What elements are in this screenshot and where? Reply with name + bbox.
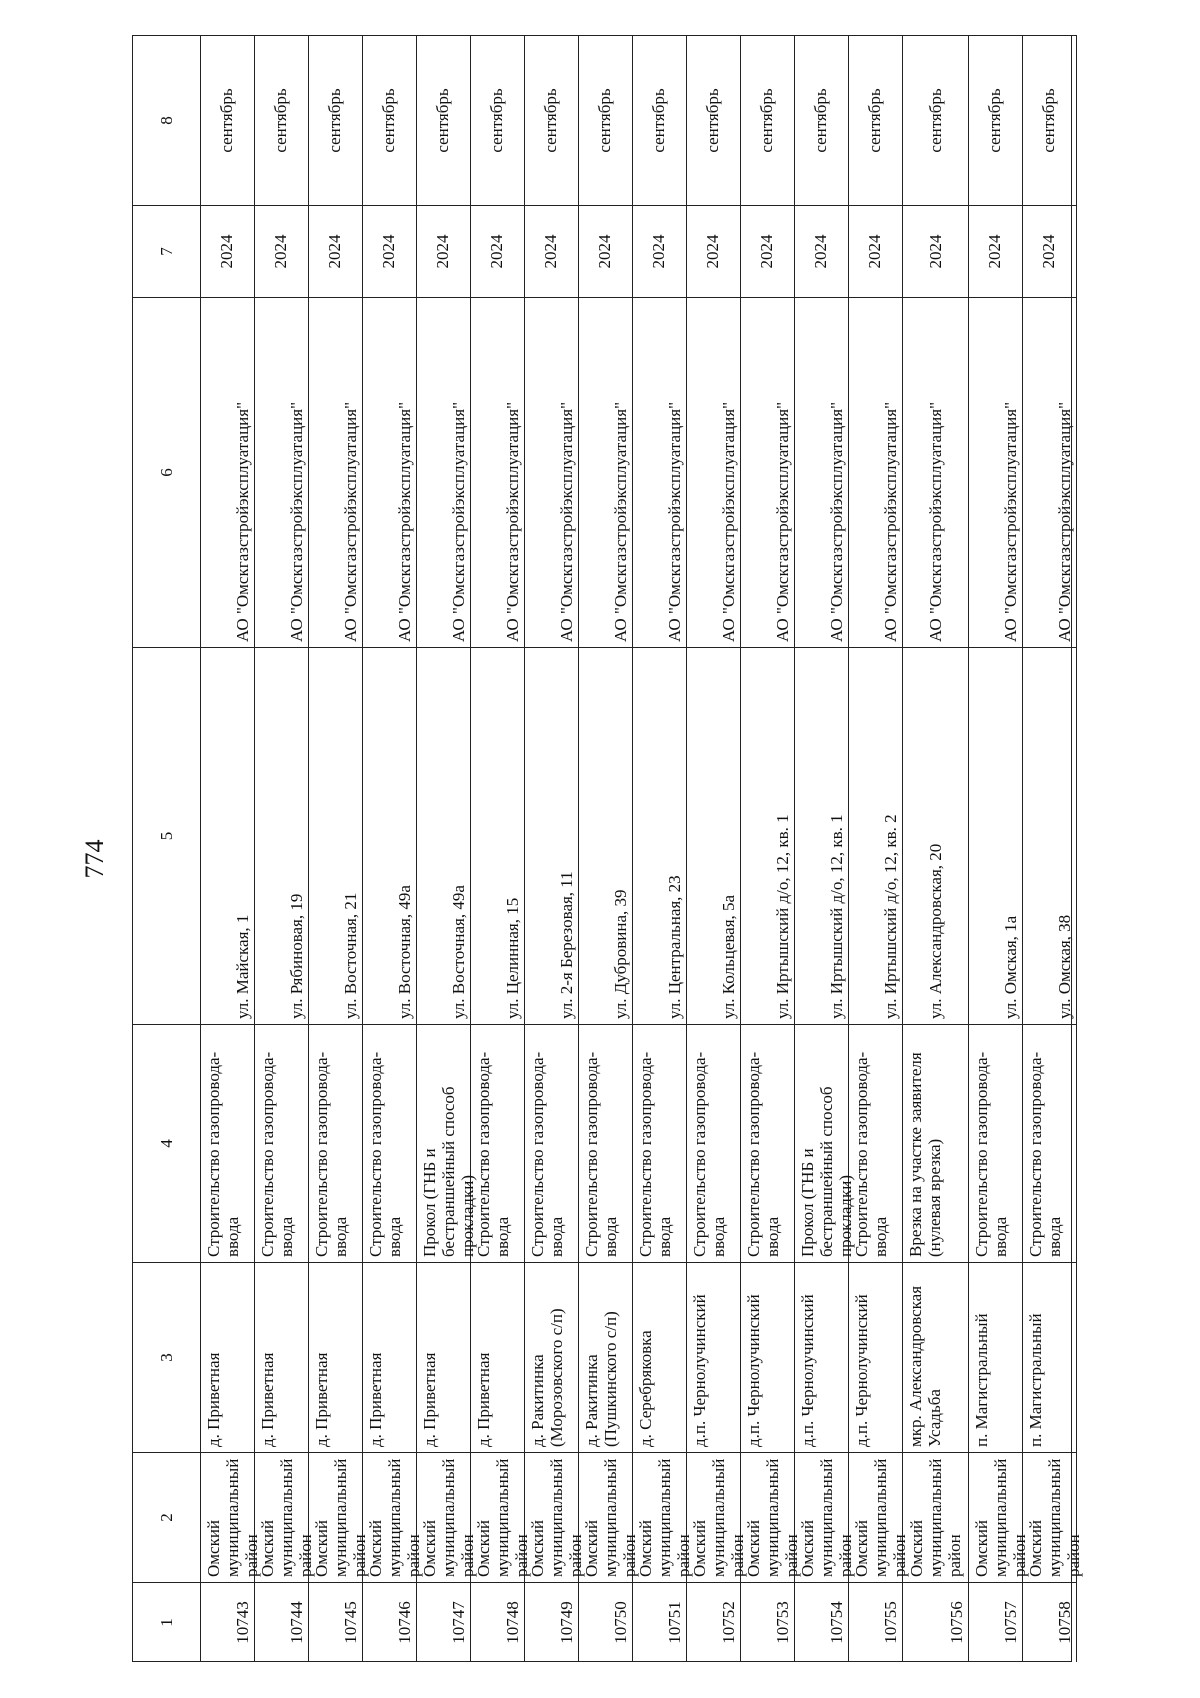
cell-id: 10758 [1023, 1582, 1077, 1662]
cell-month: сентябрь [363, 35, 417, 205]
cell-organization: АО "Омскгазстройэксплуатация" [255, 297, 309, 647]
cell-district: Омский муниципальный район [471, 1452, 525, 1582]
cell-organization: АО "Омскгазстройэксплуатация" [471, 297, 525, 647]
cell-settlement: д. Ракитинка (Морозовского с/п) [525, 1262, 579, 1452]
cell-address: ул. Целинная, 15 [471, 647, 525, 1024]
cell-id: 10749 [525, 1582, 579, 1662]
cell-address: ул. Центральная, 23 [633, 647, 687, 1024]
cell-month: сентябрь [525, 35, 579, 205]
cell-settlement: д. Приветная [255, 1262, 309, 1452]
cell-work-type: Строительство газопровода-ввода [741, 1024, 795, 1262]
column-header: 2 [132, 1452, 201, 1582]
cell-month: сентябрь [633, 35, 687, 205]
cell-settlement: д. Серебряковка [633, 1262, 687, 1452]
cell-year: 2024 [795, 205, 849, 297]
cell-work-type: Строительство газопровода-ввода [579, 1024, 633, 1262]
cell-district: Омский муниципальный район [1023, 1452, 1077, 1582]
cell-work-type: Строительство газопровода-ввода [1023, 1024, 1077, 1262]
cell-district: Омский муниципальный район [201, 1452, 255, 1582]
cell-settlement: д.п. Чернолучинский [849, 1262, 903, 1452]
cell-year: 2024 [201, 205, 255, 297]
cell-work-type: Строительство газопровода-ввода [309, 1024, 363, 1262]
cell-work-type: Прокол (ГНБ и бестраншейный способ прокладки) [417, 1024, 471, 1262]
cell-organization: АО "Омскгазстройэксплуатация" [579, 297, 633, 647]
cell-month: сентябрь [849, 35, 903, 205]
cell-district: Омский муниципальный район [417, 1452, 471, 1582]
cell-organization: АО "Омскгазстройэксплуатация" [741, 297, 795, 647]
cell-year: 2024 [903, 205, 969, 297]
cell-district: Омский муниципальный район [795, 1452, 849, 1582]
cell-work-type: Строительство газопровода-ввода [201, 1024, 255, 1262]
cell-year: 2024 [687, 205, 741, 297]
cell-work-type: Строительство газопровода-ввода [633, 1024, 687, 1262]
cell-id: 10751 [633, 1582, 687, 1662]
cell-address: ул. Дубровина, 39 [579, 647, 633, 1024]
cell-district: Омский муниципальный район [969, 1452, 1023, 1582]
cell-work-type: Строительство газопровода-ввода [969, 1024, 1023, 1262]
cell-year: 2024 [417, 205, 471, 297]
cell-address: ул. Иртышский д/о, 12, кв. 1 [795, 647, 849, 1024]
cell-month: сентябрь [969, 35, 1023, 205]
cell-year: 2024 [255, 205, 309, 297]
cell-address: ул. Александровская, 20 [903, 647, 969, 1024]
cell-year: 2024 [633, 205, 687, 297]
cell-month: сентябрь [417, 35, 471, 205]
cell-settlement: п. Магистральный [1023, 1262, 1077, 1452]
cell-organization: АО "Омскгазстройэксплуатация" [1023, 297, 1077, 647]
cell-district: Омский муниципальный район [687, 1452, 741, 1582]
cell-month: сентябрь [687, 35, 741, 205]
cell-year: 2024 [471, 205, 525, 297]
cell-settlement: д. Приветная [363, 1262, 417, 1452]
cell-settlement: д.п. Чернолучинский [795, 1262, 849, 1452]
cell-organization: АО "Омскгазстройэксплуатация" [309, 297, 363, 647]
cell-organization: АО "Омскгазстройэксплуатация" [363, 297, 417, 647]
cell-month: сентябрь [579, 35, 633, 205]
cell-month: сентябрь [903, 35, 969, 205]
cell-id: 10756 [903, 1582, 969, 1662]
cell-month: сентябрь [309, 35, 363, 205]
rotated-page-content [132, 35, 1083, 1662]
cell-id: 10748 [471, 1582, 525, 1662]
cell-address: ул. 2-я Березовая, 11 [525, 647, 579, 1024]
cell-district: Омский муниципальный район [255, 1452, 309, 1582]
data-table [132, 35, 1083, 1662]
cell-id: 10752 [687, 1582, 741, 1662]
cell-district: Омский муниципальный район [633, 1452, 687, 1582]
cell-month: сентябрь [201, 35, 255, 205]
cell-id: 10744 [255, 1582, 309, 1662]
column-header: 4 [132, 1024, 201, 1262]
cell-district: Омский муниципальный район [363, 1452, 417, 1582]
cell-district: Омский муниципальный район [903, 1452, 969, 1582]
cell-settlement: д. Приветная [201, 1262, 255, 1452]
cell-district: Омский муниципальный район [525, 1452, 579, 1582]
cell-settlement: д. Приветная [471, 1262, 525, 1452]
cell-id: 10746 [363, 1582, 417, 1662]
cell-year: 2024 [849, 205, 903, 297]
cell-work-type: Строительство газопровода-ввода [525, 1024, 579, 1262]
cell-id: 10757 [969, 1582, 1023, 1662]
cell-address: ул. Восточная, 49а [417, 647, 471, 1024]
cell-address: ул. Рябиновая, 19 [255, 647, 309, 1024]
cell-month: сентябрь [1023, 35, 1077, 205]
cell-address: ул. Иртышский д/о, 12, кв. 1 [741, 647, 795, 1024]
cell-work-type: Прокол (ГНБ и бестраншейный способ прокладки) [795, 1024, 849, 1262]
cell-settlement: д. Приветная [417, 1262, 471, 1452]
cell-district: Омский муниципальный район [849, 1452, 903, 1582]
cell-address: ул. Иртышский д/о, 12, кв. 2 [849, 647, 903, 1024]
cell-settlement: д. Приветная [309, 1262, 363, 1452]
cell-month: сентябрь [795, 35, 849, 205]
column-header: 6 [132, 297, 201, 647]
cell-address: ул. Восточная, 49а [363, 647, 417, 1024]
cell-address: ул. Омская, 1а [969, 647, 1023, 1024]
cell-year: 2024 [309, 205, 363, 297]
cell-year: 2024 [969, 205, 1023, 297]
cell-organization: АО "Омскгазстройэксплуатация" [849, 297, 903, 647]
cell-district: Омский муниципальный район [579, 1452, 633, 1582]
cell-year: 2024 [1023, 205, 1077, 297]
cell-work-type: Врезка на участке заявителя (нулевая врезка) [903, 1024, 969, 1262]
cell-work-type: Строительство газопровода-ввода [471, 1024, 525, 1262]
page-number: 774 [80, 839, 109, 879]
column-header: 8 [132, 35, 201, 205]
column-header: 1 [132, 1582, 201, 1662]
cell-work-type: Строительство газопровода-ввода [255, 1024, 309, 1262]
cell-organization: АО "Омскгазстройэксплуатация" [687, 297, 741, 647]
cell-organization: АО "Омскгазстройэксплуатация" [525, 297, 579, 647]
cell-settlement: д. Ракитинка (Пушкинского с/п) [579, 1262, 633, 1452]
cell-year: 2024 [525, 205, 579, 297]
column-header: 7 [132, 205, 201, 297]
column-header: 5 [132, 647, 201, 1024]
cell-address: ул. Омская, 38 [1023, 647, 1077, 1024]
cell-settlement: д.п. Чернолучинский [687, 1262, 741, 1452]
column-header: 3 [132, 1262, 201, 1452]
cell-id: 10754 [795, 1582, 849, 1662]
cell-settlement: д.п. Чернолучинский [741, 1262, 795, 1452]
cell-id: 10743 [201, 1582, 255, 1662]
cell-work-type: Строительство газопровода-ввода [687, 1024, 741, 1262]
cell-year: 2024 [741, 205, 795, 297]
cell-id: 10747 [417, 1582, 471, 1662]
cell-id: 10753 [741, 1582, 795, 1662]
cell-address: ул. Майская, 1 [201, 647, 255, 1024]
cell-month: сентябрь [741, 35, 795, 205]
cell-id: 10755 [849, 1582, 903, 1662]
cell-month: сентябрь [255, 35, 309, 205]
cell-organization: АО "Омскгазстройэксплуатация" [795, 297, 849, 647]
cell-id: 10750 [579, 1582, 633, 1662]
cell-address: ул. Восточная, 21 [309, 647, 363, 1024]
cell-settlement: мкр. Александровская Усадьба [903, 1262, 969, 1452]
cell-id: 10745 [309, 1582, 363, 1662]
cell-organization: АО "Омскгазстройэксплуатация" [969, 297, 1023, 647]
cell-year: 2024 [579, 205, 633, 297]
cell-organization: АО "Омскгазстройэксплуатация" [903, 297, 969, 647]
cell-month: сентябрь [471, 35, 525, 205]
cell-organization: АО "Омскгазстройэксплуатация" [417, 297, 471, 647]
cell-year: 2024 [363, 205, 417, 297]
cell-district: Омский муниципальный район [741, 1452, 795, 1582]
cell-organization: АО "Омскгазстройэксплуатация" [633, 297, 687, 647]
cell-work-type: Строительство газопровода-ввода [849, 1024, 903, 1262]
cell-organization: АО "Омскгазстройэксплуатация" [201, 297, 255, 647]
cell-address: ул. Кольцевая, 5а [687, 647, 741, 1024]
cell-district: Омский муниципальный район [309, 1452, 363, 1582]
cell-work-type: Строительство газопровода-ввода [363, 1024, 417, 1262]
cell-settlement: п. Магистральный [969, 1262, 1023, 1452]
